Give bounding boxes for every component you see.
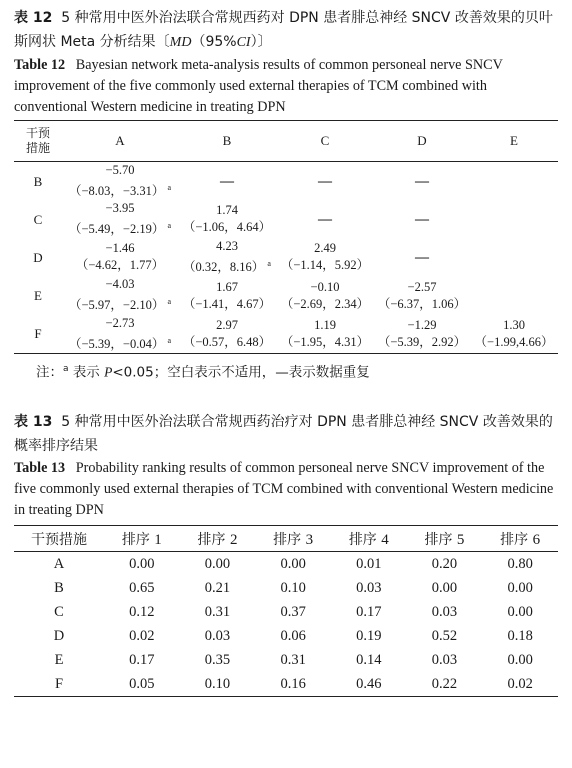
- table12-row-label: E: [34, 288, 42, 304]
- table12-cell: [276, 276, 374, 314]
- table12-empty-cell: [470, 238, 558, 276]
- md-value: −4.03: [105, 277, 135, 292]
- ci-value: [276, 296, 374, 313]
- table13-probability-cell: 0.00: [204, 555, 231, 572]
- table12-duplicate-dash: —: [415, 173, 429, 189]
- note-sup: a: [63, 363, 69, 374]
- table13-probability-cell: 0.37: [280, 603, 306, 620]
- table13-caption-cn-text: 5 种常用中医外治法联合常规西药治疗对 DPN 患者腓总神经 SNCV 改善效果的概率排序结果: [14, 414, 553, 455]
- table13-probability-cell: 0.31: [280, 651, 306, 668]
- note-b: <0.05；空白表示不适用，—表示数据重复: [112, 364, 370, 381]
- table13-probability-cell: 0.00: [431, 579, 458, 596]
- rank-num: 6: [532, 531, 541, 548]
- table13-probability-cell: 0.05: [129, 675, 155, 692]
- md-value: −0.10: [310, 279, 340, 294]
- ci-text: （−4.62，1.77）: [75, 258, 165, 273]
- table12-cell: [62, 315, 178, 354]
- table12-cell: [178, 315, 276, 354]
- table13-row: [14, 600, 558, 624]
- table13-probability-cell: 0.01: [356, 555, 382, 572]
- table12-row: [14, 162, 558, 201]
- corner-line-1: 干预: [25, 126, 50, 140]
- page: [14, 6, 558, 697]
- table13-probability-cell: 0.80: [507, 555, 533, 572]
- md-value: 1.30: [503, 317, 525, 332]
- ci-value: [276, 334, 374, 351]
- ci-value: [62, 257, 178, 274]
- table13-row-label: F: [54, 675, 64, 692]
- table12-cell: [178, 200, 276, 238]
- significance-mark: a: [167, 335, 172, 345]
- md-value: −1.29: [407, 317, 437, 332]
- table12-body: [14, 162, 558, 354]
- ci-text: （−1.14，5.92）: [280, 258, 370, 273]
- table13-header-rank-3: [255, 526, 331, 552]
- ci-text: （0.32，8.16）: [183, 260, 265, 275]
- rank-word: 排序: [197, 531, 226, 548]
- ci-value: [62, 217, 178, 238]
- table13: [14, 525, 558, 697]
- table12-cell: [470, 315, 558, 354]
- table13-probability-cell: 0.52: [431, 627, 458, 644]
- ci-value: [62, 179, 178, 200]
- table13-caption-cn: [14, 410, 558, 458]
- table13-number-cn: 表 13: [14, 414, 53, 431]
- table13-probability-cell: 0.00: [507, 603, 533, 620]
- table12-header-row: [14, 121, 558, 162]
- rank-word: 排序: [424, 531, 453, 548]
- significance-mark: a: [267, 259, 271, 269]
- table13-header-rank-5: [407, 526, 483, 552]
- note-prefix: 注：: [36, 364, 63, 381]
- md-value: −5.70: [105, 163, 135, 177]
- table12-cell: [374, 276, 470, 314]
- table13-row-label: B: [54, 579, 64, 596]
- table12-caption-cn-mid: （95%: [191, 34, 237, 50]
- table13-probability-cell: 0.00: [507, 579, 533, 596]
- table12-row: [14, 238, 558, 276]
- table13-number-en: Table 13: [14, 460, 66, 477]
- table13-probability-cell: 0.14: [356, 651, 382, 668]
- table12-caption-ci: CI: [236, 35, 251, 50]
- md-value: 2.49: [314, 241, 336, 256]
- table12-row: [14, 315, 558, 354]
- table13-caption-en-text: Probability ranking results of common personeal nerve SNCV improvement of the five commonly used external therapies of TCM combined with conventional Western medicine in treating DPN: [14, 460, 554, 519]
- table12-empty-cell: [470, 200, 558, 238]
- table13-header-row: [14, 526, 558, 552]
- table13-probability-cell: 0.00: [507, 651, 533, 668]
- ci-value: [178, 296, 276, 313]
- table12-cell: [62, 162, 178, 201]
- table12-cell: [374, 315, 470, 354]
- ci-text: （−5.39，−0.04）: [68, 336, 165, 351]
- corner-line-2: 措施: [25, 141, 50, 155]
- ci-value: [470, 334, 558, 351]
- table12-row-label: D: [33, 249, 43, 265]
- table13-probability-cell: 0.16: [280, 675, 306, 692]
- table13-row: [14, 648, 558, 672]
- table13-row-label: E: [54, 651, 64, 668]
- table13-probability-cell: 0.21: [204, 579, 231, 596]
- table13-row: [14, 624, 558, 648]
- table13-header-rank-6: [482, 526, 558, 552]
- table13-caption-en: [14, 458, 558, 521]
- table13-row-label: C: [54, 603, 64, 620]
- table12-col-a: A: [62, 121, 178, 162]
- table13-probability-cell: 0.02: [507, 675, 533, 692]
- significance-mark: a: [167, 297, 172, 307]
- md-value: 1.67: [216, 279, 238, 294]
- table12-caption-cn: [14, 6, 558, 55]
- table13-header-rank-1: [104, 526, 180, 552]
- md-value: −2.57: [407, 279, 437, 294]
- rank-num: 2: [229, 531, 238, 548]
- table13-probability-cell: 0.03: [431, 603, 458, 620]
- table12-duplicate-dash: —: [220, 173, 234, 189]
- md-value: −2.73: [105, 315, 135, 330]
- ci-value: [276, 257, 374, 274]
- table13-header-intervention: 干预措施: [14, 526, 104, 552]
- rank-word: 排序: [273, 531, 302, 548]
- ci-text: （−2.69，2.34）: [280, 296, 370, 311]
- table12-cell: [276, 238, 374, 276]
- table12-number-en: Table 12: [14, 57, 66, 73]
- rank-num: 4: [381, 531, 389, 548]
- table12-caption-en: [14, 55, 558, 118]
- table12-caption-cn-post: ）〕: [250, 34, 272, 50]
- table13-body: [14, 552, 558, 697]
- md-value: 2.97: [216, 317, 238, 332]
- table12-caption-en-text: Bayesian network meta-analysis results of common personeal nerve SNCV improvement of the five commonly used external therapies of TCM combined with conventional Western medicine in treating DPN: [14, 57, 503, 115]
- ci-text: （−1.95，4.31）: [280, 334, 370, 349]
- table12-cell: [178, 238, 276, 276]
- table12-duplicate-dash: —: [415, 249, 429, 265]
- table12-row: [14, 200, 558, 238]
- table13-row-label: D: [53, 627, 65, 644]
- md-value: −1.46: [105, 241, 135, 256]
- significance-mark: a: [167, 183, 172, 192]
- table13-row: [14, 552, 558, 577]
- table13-row-label: A: [53, 555, 65, 572]
- ci-text: （−0.57，6.48）: [182, 334, 272, 349]
- significance-mark: a: [167, 221, 172, 231]
- table12-cell: [62, 238, 178, 276]
- md-value: 4.23: [216, 239, 238, 254]
- table12-empty-cell: [470, 276, 558, 314]
- table12-cell: [62, 200, 178, 238]
- md-value: 1.19: [314, 317, 336, 332]
- note-a: 表示: [72, 364, 100, 381]
- table12-corner-header: [14, 121, 62, 162]
- table13-probability-cell: 0.00: [129, 555, 155, 572]
- table12-duplicate-dash: —: [415, 211, 429, 227]
- ci-value: [62, 332, 178, 353]
- table13-probability-cell: 0.18: [507, 627, 533, 644]
- table13-probability-cell: 0.03: [431, 651, 458, 668]
- rank-word: 排序: [500, 531, 529, 548]
- md-value: −3.95: [105, 201, 135, 216]
- table12-cell: [178, 276, 276, 314]
- table12-row-label: C: [33, 211, 43, 227]
- table13-probability-cell: 0.10: [280, 579, 306, 596]
- ci-value: [178, 219, 276, 236]
- note-p: P: [104, 364, 113, 380]
- ci-value: [374, 296, 470, 313]
- ci-text: （−1.41，4.67）: [182, 296, 272, 311]
- ci-text: （−1.06，4.64）: [182, 220, 272, 235]
- table13-row: [14, 672, 558, 697]
- table13-probability-cell: 0.03: [204, 627, 231, 644]
- table12-col-b: B: [178, 121, 276, 162]
- table12-duplicate-dash: —: [318, 211, 332, 227]
- ci-text: （−5.49，−2.19）: [68, 222, 165, 237]
- table12-note: [36, 357, 558, 385]
- rank-num: 3: [305, 531, 314, 548]
- ci-value: [62, 293, 178, 314]
- ci-value: [178, 334, 276, 351]
- table13-probability-cell: 0.02: [129, 627, 155, 644]
- table13-probability-cell: 0.12: [129, 603, 155, 620]
- table12-row-label: F: [34, 326, 42, 342]
- ci-text: （−5.39，2.92）: [377, 334, 467, 349]
- table13-probability-cell: 0.46: [356, 675, 382, 692]
- rank-num: 1: [154, 531, 162, 548]
- table13-probability-cell: 0.00: [280, 555, 306, 572]
- table13-row: [14, 576, 558, 600]
- table13-probability-cell: 0.17: [129, 651, 155, 668]
- table12-cell: [276, 315, 374, 354]
- table13-header-rank-2: [180, 526, 256, 552]
- table12-caption-md: MD: [169, 35, 192, 50]
- ci-text: （−5.97，−2.10）: [68, 298, 165, 313]
- table12-col-e: E: [470, 121, 558, 162]
- table12: [14, 120, 558, 354]
- ci-text: （−1.99,4.66）: [474, 334, 554, 349]
- table13-probability-cell: 0.20: [431, 555, 458, 572]
- table13-probability-cell: 0.10: [204, 675, 231, 692]
- table12-col-c: C: [276, 121, 374, 162]
- table12-cell: [62, 276, 178, 314]
- table13-probability-cell: 0.35: [204, 651, 231, 668]
- rank-num: 5: [456, 531, 465, 548]
- ci-text: （−8.03，−3.31）: [68, 184, 165, 199]
- table12-number-cn: 表 12: [14, 10, 53, 26]
- ci-value: [374, 334, 470, 351]
- table13-probability-cell: 0.03: [356, 579, 382, 596]
- md-value: 1.74: [216, 203, 238, 218]
- rank-word: 排序: [121, 531, 150, 548]
- table12-duplicate-dash: —: [318, 173, 332, 189]
- table12-col-d: D: [374, 121, 470, 162]
- table12-row-label: B: [33, 173, 43, 189]
- ci-text: （−6.37，1.06）: [377, 296, 467, 311]
- table12-empty-cell: [470, 162, 558, 201]
- table13-probability-cell: 0.65: [129, 579, 155, 596]
- table13-probability-cell: 0.31: [204, 603, 231, 620]
- table13-probability-cell: 0.22: [431, 675, 458, 692]
- rank-word: 排序: [348, 531, 377, 548]
- table13-header-rank-4: [331, 526, 407, 552]
- table12-row: [14, 276, 558, 314]
- table12-caption-cn-text: 5 种常用中医外治法联合常规西药对 DPN 患者腓总神经 SNCV 改善效果的贝叶斯网状 Meta 分析结果〔: [14, 10, 553, 50]
- table13-probability-cell: 0.17: [356, 603, 382, 620]
- table13-probability-cell: 0.19: [356, 627, 382, 644]
- ci-value: [178, 255, 276, 276]
- table13-probability-cell: 0.06: [280, 627, 306, 644]
